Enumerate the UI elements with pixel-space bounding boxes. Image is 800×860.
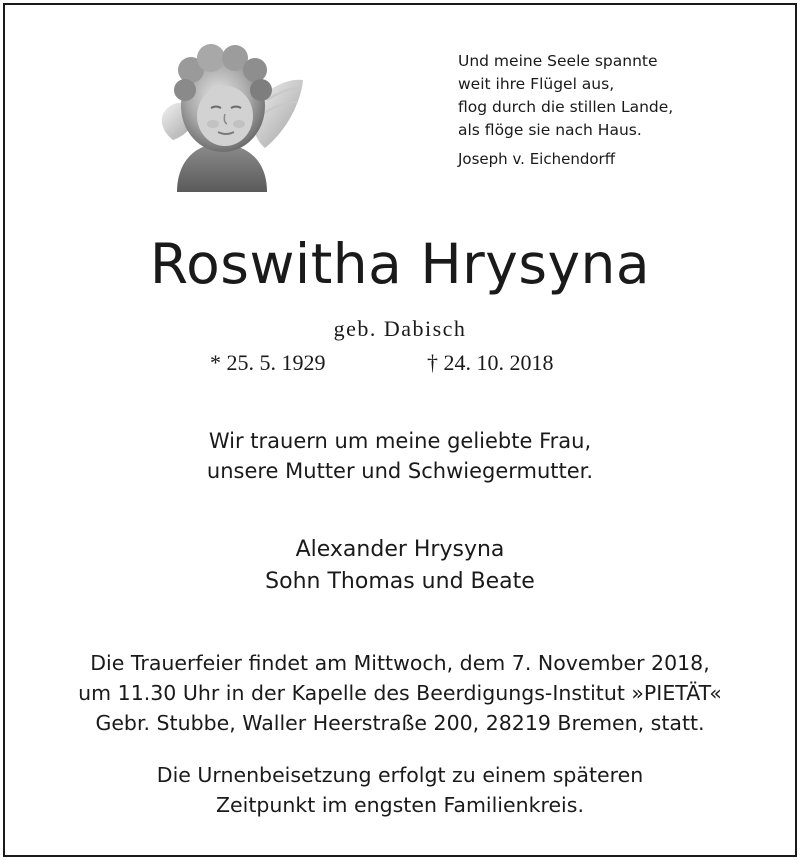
cherub-angel-image	[155, 44, 305, 192]
birth-date: * 25. 5. 1929	[210, 350, 326, 375]
death-date: † 24. 10. 2018	[427, 350, 554, 375]
service-line: um 11.30 Uhr in der Kapelle des Beerdigungs-Institut »PIETÄT«	[78, 681, 722, 705]
poem-author: Joseph v. Eichendorff	[458, 150, 616, 168]
urn-line: Zeitpunkt im engsten Familienkreis.	[216, 793, 584, 817]
service-line: Die Trauerfeier findet am Mittwoch, dem 7. November 2018,	[90, 651, 710, 675]
deceased-name: Roswitha Hrysyna	[149, 232, 651, 296]
poem-line: weit ihre Flügel aus,	[458, 75, 615, 93]
poem-quote	[458, 50, 778, 171]
mourning-line: unsere Mutter und Schwiegermutter.	[206, 459, 594, 483]
family-names	[0, 534, 800, 598]
poem-line: Und meine Seele spannte	[458, 52, 658, 70]
poem-line: flog durch die stillen Lande,	[458, 98, 674, 116]
urn-burial-notice	[0, 760, 800, 820]
mourning-text	[0, 426, 800, 486]
family-line: Alexander Hrysyna	[295, 537, 505, 562]
service-line: Gebr. Stubbe, Waller Heerstraße 200, 28219 Bremen, statt.	[95, 711, 705, 735]
urn-line: Die Urnenbeisetzung erfolgt zu einem späteren	[156, 763, 644, 787]
poem-line: als flöge sie nach Haus.	[458, 121, 642, 139]
mourning-line: Wir trauern um meine geliebte Frau,	[208, 429, 592, 453]
maiden-name: geb. Dabisch	[333, 316, 467, 341]
funeral-service-notice	[0, 648, 800, 738]
family-line: Sohn Thomas und Beate	[265, 569, 535, 594]
